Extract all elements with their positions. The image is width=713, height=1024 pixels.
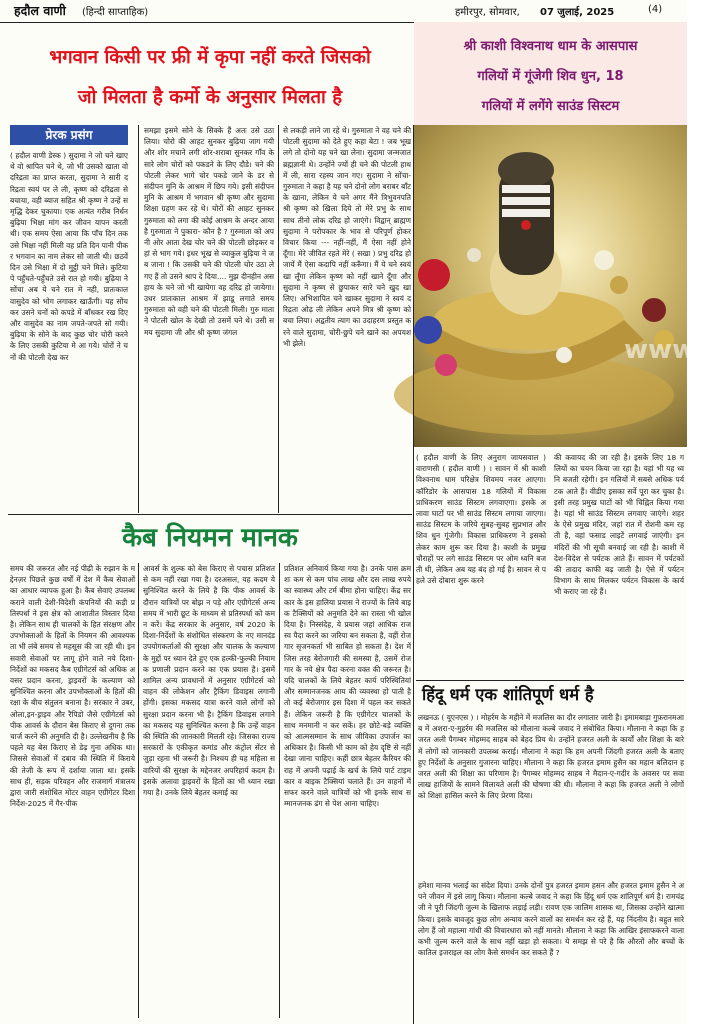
kashi-headline-box [414, 22, 687, 125]
hindu-dharma-para-1: लखनऊ ( यूएनएस ) । मोहर्रम के महीने में मजलिस का दौर लगातार जारी है। इमामबाड़ा गुफ़रानमआब में अशरा-ए-मुहर्रम की मजलिस को मौलाना कल्बे जवाद ने संबोधित किया। मौलाना ने कहा कि हजरत अली पैगम्बर मोहम्मद साहब को बेहद प्रिय थे। उन्होंने हजरत अली के कार्यों और शिक्षा के बारे में लोगों को जानकारी उपलब्ध कराई। मौलाना ने कहा कि हम अपनी जिंदगी हजरत अली के बताए हुए निर्देशों के अनुसार गुजारना चाहिए। मौलाना ने कहा कि हजरत इमाम हुसैन का महान बलिदान हजरत अली की शिक्षा का परिणाम है। पैगम्बर मोहम्मद साहब ने मैदान-ए-गदीर के अवसर पर सवा लाख हाजियों के सामने विलायते अली की घोषणा की थी। मौलाना ने कहा कि हजरत अली ने लोगों को शिक्षा हासिल करने के लिए प्रेरणा दिया। [418, 713, 684, 801]
prerak-column-2: समझा इसमे सोने के सिक्के हैं अतः उसे उठा लिया। चोरो की आहट सुनकर बुढ़िया जाग गयी और शोर मचाने लगी शोर-शराबा सुनकर गाँव के सारे लोग चोरों को पकडने के लिए दौडे। चने की पोटली लेकर भागे चोर पकडे जाने के डर से संदीपन मुनि के आश्रम में छिप गये। इसी संदीपन मुनि के आश्रम में भगवान श्री कृष्ण और सुदामा शिक्षा ग्रहण कर रहे थे। चोरों की आहट सुनकर गुरुमाता को लगा की कोई आश्रम के अन्दर आया है गुरुमाता ने पुकारा- कौन है ? गुरुमाता को अपनी ओर आता देख चोर चने की पोटली छोड़कर वहां से भाग गये। इधर भूख से व्याकुल बुढ़िया ने जब जाना ! कि उसकी चने की पोटली चोर उठा ले गए हैं तो उसने श्राप दे दिया.... मुझ दीनहीन असहाय के चने जो भी खायेगा वह दरिद्र हो जायेगा। उधर प्रातःकाल आश्रम में झाडू लगाते समय गुरुमाता को वही चने की पोटली मिली। गुरु माता ने पोटली खोल के देखी तो उसमें चने थे। उसी समय सुदामा जी और श्री कृष्ण जंगल [144, 126, 274, 337]
kashi-headline-line1: श्री काशी विश्वनाथ धाम के आसपास [463, 39, 638, 54]
paper-name: हदौल वाणी [14, 3, 66, 18]
shivling-illustration [414, 125, 687, 447]
masthead [0, 0, 687, 23]
column-divider [279, 563, 280, 1018]
dateline-prefix: हमीरपुर, सोमवार, [455, 7, 520, 18]
main-headline [8, 38, 412, 122]
prerak-prasang-label: प्रेरक प्रसंग [10, 125, 128, 145]
prerak-column-3: से लकड़ी लाने जा रहे थे। गुरुमाता ने वह चने की पोटली सुदामा को देते हुए कहा बेटा ! जब भूख लगे तो दोनो यह चने खा लेना। सुदामा जन्मजात ब्रह्मज्ञानी थे। उन्होंने ज्यों ही चने की पोटली हाथ में ली, सारा रहस्य जान गए। सुदामा ने सोंचा- गुरुमाता ने कहा है यह चने दोनो लोग बराबर बाँट के खाना, लेकिन ये चने अगर मैंने त्रिभुवनपति श्री कृष्ण को खिला दिये तो मेरे प्रभु के साथ साथ तीनो लोक दरिद्र हो जाएंगे। विद्वान् ब्राह्मण सुदामा ने परोपकार के भाव से परिपूर्ण होकर विचार किया --- नहीं-नहीं, मैं ऐसा नहीं होने दूँगा। मेरे जीवित रहते मेरे ( सखा ) प्रभु दरिद्र हो जायें मैं ऐसा कदापि नहीं करूँगा। मैं ये चने स्वयं खा लूँगा लेकिन कृष्ण को नहीं खाने दूँगा और सुदामा ने कृष्ण से छुपाकर सारे चने खुद खा लिए। अभिशापित चने खाकर सुदामा ने स्वयं दरिद्रता ओढ़ ली लेकिन अपने मित्र श्री कृष्ण को बचा लिया। अद्वतीय त्याग का उदाहरण प्रस्तुत करने वाले सुदामा, चोरी-छुपे चने खाने का अपयश भी झेले। [283, 126, 411, 348]
column-divider [138, 125, 139, 513]
main-headline-line2: जो मिलता है कर्मो के अनुसार मिलता है [77, 87, 343, 108]
column-divider [413, 125, 414, 1024]
cab-column-2: आवर्स के शुल्क को बेस किराए से पचास प्रतिशत से कम नहीं रखा गया है। दरअसल, यह कदम ये सुनिश्चित करने के लिये है कि पीक आवर्स के दौरान यात्रियों पर बोझ न पड़े और एग्रीगेटर्स अन्य समय में भारी छूट के माध्यम से प्रतिस्पर्धा को कम न करें। केंद्र सरकार के अनुसार, वर्ष 2020 के दिशा-निर्देशों के संशोधित संस्करण के नए मानदंड उपयोगकर्ताओं की सुरक्षा और चालक के कल्याण के मुद्दों पर ध्यान देते हुए एक हल्की-फुल्की नियामक प्रणाली प्रदान करने का एक प्रयास है। इसमें शामिल अन्य प्रावधानों में अनुसार एग्रीगेटर्स को वाहन की लोकेशन और ट्रैकिंग डिवाइस लगानी होंगी। इसका मकसद यात्रा करने वाले लोगों को सुरक्षा प्रदान करना भी है। ट्रैकिंग डिवाइस लगाने का मकसद यह सुनिश्चित करना है कि उन्हें वाहन की स्थिति की जानकारी मिलती रहे। जिसका राज्य सरकारों के एकीकृत कमांड और कंट्रोल सेंटर से जुड़ा रहना भी जरूरी है। निश्चय ही यह महिला सवारियों की सुरक्षा के मद्देनजर अपरिहार्य कदम है। इसके अलावा ड्राइवरों के हितों का भी ध्यान रखा गया है। उनके लिये बेहतर कमाई का [143, 564, 275, 798]
prerak-column-1: ( हदौल वाणी डेस्क ) सुदामा ने जो चने खाए थे वो श्रापित चने थे, जो भी उसको खाता वो दरिद्रता का प्राप्त करता, सुदामा ने सारी दरिद्रता स्वयं पर ले ली, कृष्ण को दरिद्रता से बचाया, वही ब्याज सहित श्री कृष्ण ने उन्हें समृद्धि देकर चुकाया। एक अत्यंत गरीब निर्धन बुढ़िया भिक्षा मांग कर जीवन यापन करती थी। एक समय ऐसा आया कि पाँच दिन तक उसे भिक्षा नहीं मिली वह प्रति दिन पानी पीकर भगवान का नाम लेकर सो जाती थी। छठवें दिन उसे भिक्षा में दो मुट्ठी चने मिले। कुटिया पे पहुँचते-पहुँचते उसे रात हो गयी। बुढ़िया ने सोंचा अब ये चने रात मे नही, प्रातःकाल वासुदेव को भोग लगाकर खाऊँगी। यह सोंचकर उसने चनों को कपडे में बाँधकर रख दिए और वासुदेव का नाम जपते-जपते सो गयी। बुढ़िया के सोने के बाद कुछ चोर चोरी करने के लिए उसकी कुटिया मे आ गये। चोरों ने चनों की पोटली देख कर [10, 151, 128, 362]
hindu-dharma-para-2: हमेशा मानव भलाई का संदेश दिया। उनके दोनों पुत्र हजरत इमाम हसन और हजरत इमाम हुसैन ने अपने जीवन में इसे लागू किया। मौलाना कल्बे जवाद ने कहा कि हिंदू धर्म एक शांतिपूर्ण धर्म है। रामचंद्र जी ने पूरी जिंदगी जुल्म के खिलाफ लड़ाई लड़ी। रावण एक जालिम शासक था, जिसका उन्होंने खात्मा किया। इसके बावजूद कुछ लोग अन्याय करने वालों का समर्थन कर रहे हैं, यह निंदनीय है। बहुत सारे लोग हैं जो महात्मा गांधी की विचारधारा को नहीं मानते। मौलाना ने कहा कि आखिर इंसाफकरने वाला कभी जुल्म करने वाले के साथ नहीं खड़ा हो सकता। ये समझ से परे है कि औरतों और बच्चों के कातिल इजराइल का लोग कैसे समर्थन कर सकते हैं ? [418, 881, 684, 958]
column-divider [138, 563, 139, 1018]
hindu-dharma-heading: हिंदू धर्म एक शांतिपूर्ण धर्म है [422, 685, 594, 704]
kashi-article-column-2: की कवायद की जा रही है। इसके लिए 18 गलियों का चयन किया जा रहा है। यहां भी यह ध्वनि बजती रहेगी। इन गलियों में सबसे अधिक पर्यटक आते हैं। वीडीए इसका सर्वे पूरा कर चुका है। इसी तरह प्रमुख घाटों को भी चिह्नित किया गया है। यहां भी साउंड सिस्टम लगवाए जाएंगे। शहर के ऐसे प्रमुख मंदिर, जहां रात में रोशनी कम रहती है, वहां फसाड लाइटें लगवाई जाएंगी। इन मंदिरों की भी सूची बनवाई जा रही है। काशी में देश-विदेश से पर्यटक आते हैं। सावन में पर्यटकों की तादाद काफी बढ़ जाती है। ऐसे में पर्यटन विभाग के साथ मिलकर पर्यटन विकास के कार्य भी कराए जा रहे हैं। [554, 453, 684, 597]
page-number: (4) [648, 4, 663, 15]
main-headline-line1: भगवान किसी पर फ्री में कृपा नहीं करते जिसको [49, 47, 371, 68]
section-divider [8, 514, 412, 515]
column-divider [278, 125, 279, 513]
cab-column-3: प्रतिशत अनिवार्य किया गया है। उनके पास क्रमशः कम से कम पांच लाख और दस लाख रुपये का स्वास्थ्य और टर्म बीमा होना चाहिए। केंद्र सरकार के इस हालिया प्रयास ने राज्यों के लिये बाइक टैक्सियों को अनुमति देने का रास्ता भी खोल दिया है। निस्संदेह, ये प्रयास जहां आधिक राजस्व पैदा करने का जरिया बन सकता है, वहीं रोजगार सृजनकर्ता भी साबित हो सकता है। देश में जिस तरह बेरोजगारी की समस्या है, उसमें रोजगार के नये क्षेत्र पैदा करना वक्त की जरूरत है। यदि चालकों के लिये बेहतर कार्य परिस्थितियां और सम्मानजनक आय की व्यवस्था हो पाती है तो कई बेरोजगार इस दिशा में पहल कर सकते हैं। लेकिन जरूरी है कि एग्रीगेटर चालकों के साथ मनमानी न कर सकें। हर छोटे-बड़े व्यक्ति को आत्मसम्मान के साथ जीविका उपार्जन का अधिकार है। किसी भी काम को हेय दृष्टि से नहीं देखा जाना चाहिए। कहीं छात्र बेहतर कैरियर की राह में अपनी पढ़ाई के खर्च के लिये पार्ट टाइम कार व बाइक टैक्सियां चलाते हैं। उन वाहनों में सफर करने वाले यात्रियों को भी इनके साथ सम्मानजनक ढंग से पेश आना चाहिए। [284, 564, 411, 809]
paper-type: (हिन्दी साप्ताहिक) [82, 7, 149, 18]
kashi-headline-line3: गलियों में लगेंगे साउंड सिस्टम [481, 99, 620, 114]
photo-watermark: www.l [624, 335, 713, 365]
issue-date: 07 जुलाई, 2025 [540, 7, 615, 18]
cab-column-1: समय की जरूरत और नई पीढ़ी के रुझान के मद्देनज़र पिछले कुछ वर्षों में देश में कैब सेवाओं का आधार व्यापक हुआ है। कैब सेवाएं उपलब्ध कराने वाली देशी-विदेशी कंपनियों की कड़ी प्रतिस्पर्धा ने इस क्षेत्र को आशातीत विस्तार दिया है। लेकिन साथ ही चालकों के हित संरक्षण और उपभोक्ताओं के हितों के नियमन की आवश्यकता भी लंबे समय से महसूस की जा रही थी। इन सवारी सेवाओं पर लागू होने वाले नये दिशा-निर्देशों का मकसद कैब एग्रीगेटर्स को अधिक अवसर प्रदान करना, ड्राइवरों के कल्याण को सुनिश्चित करना और उपभोक्ताओं के हितों की रक्षा के बीच संतुलन बनाना है। सरकार ने उबर,ओला,इन-ड्राइव और रैपिडो जैसे एग्रीगेटर्स को पीक आवर्स के दौरान बेस किराए से दुगना तक चार्ज करने की अनुमति दी है। उल्लेखनीय है कि पहले यह बेस किराए से डेढ़ गुना अधिक था। जिससे सेवाओं में दबाव की स्थिति में किराये की तेजी के रूप में दर्शाया जाता था। इसके साथ ही, सड़क परिवहन और राजमार्ग मंत्रालय द्वारा जारी संशोधित मोटर वाहन एग्रीगेटर दिशा निर्देश-2025 में गैर-पीक [10, 564, 135, 809]
cab-heading: कैब नियमन मानक [122, 523, 298, 553]
section-divider [416, 680, 684, 681]
kashi-article-column-1: ( हदौल वाणी के लिए अनुराग जायसवाल ) वाराणसी ( हदौल वाणी ) । सावन में श्री काशी विश्वनाथ धाम परिक्षेत्र शिवमय नजर आएगा। कॉरिडोर के आसपास 18 गलियों में विकास प्राधिकरण साउंड सिस्टम लगवाएगा। इसके अलावा घाटों पर भी साउंड सिस्टम लगाया जाएगा। साउंड सिस्टम के जरिये सुबह-सुबह सुप्रभात और शिव धुन गूंजेगी। विकास प्राधिकरण ने इसको लेकर काम शुरू कर दिया है। काशी के प्रमुख चौराहों पर लगे साउंड सिस्टम पर ओम ध्वनि बजती थी, लेकिन अब यह बंद हो गई है। सावन से पहले उसे दोबारा शुरू करने [416, 453, 546, 586]
kashi-headline-line2: गलियों में गूंजेगी शिव धुन, 18 [477, 69, 624, 84]
shivling-photo [414, 125, 713, 447]
